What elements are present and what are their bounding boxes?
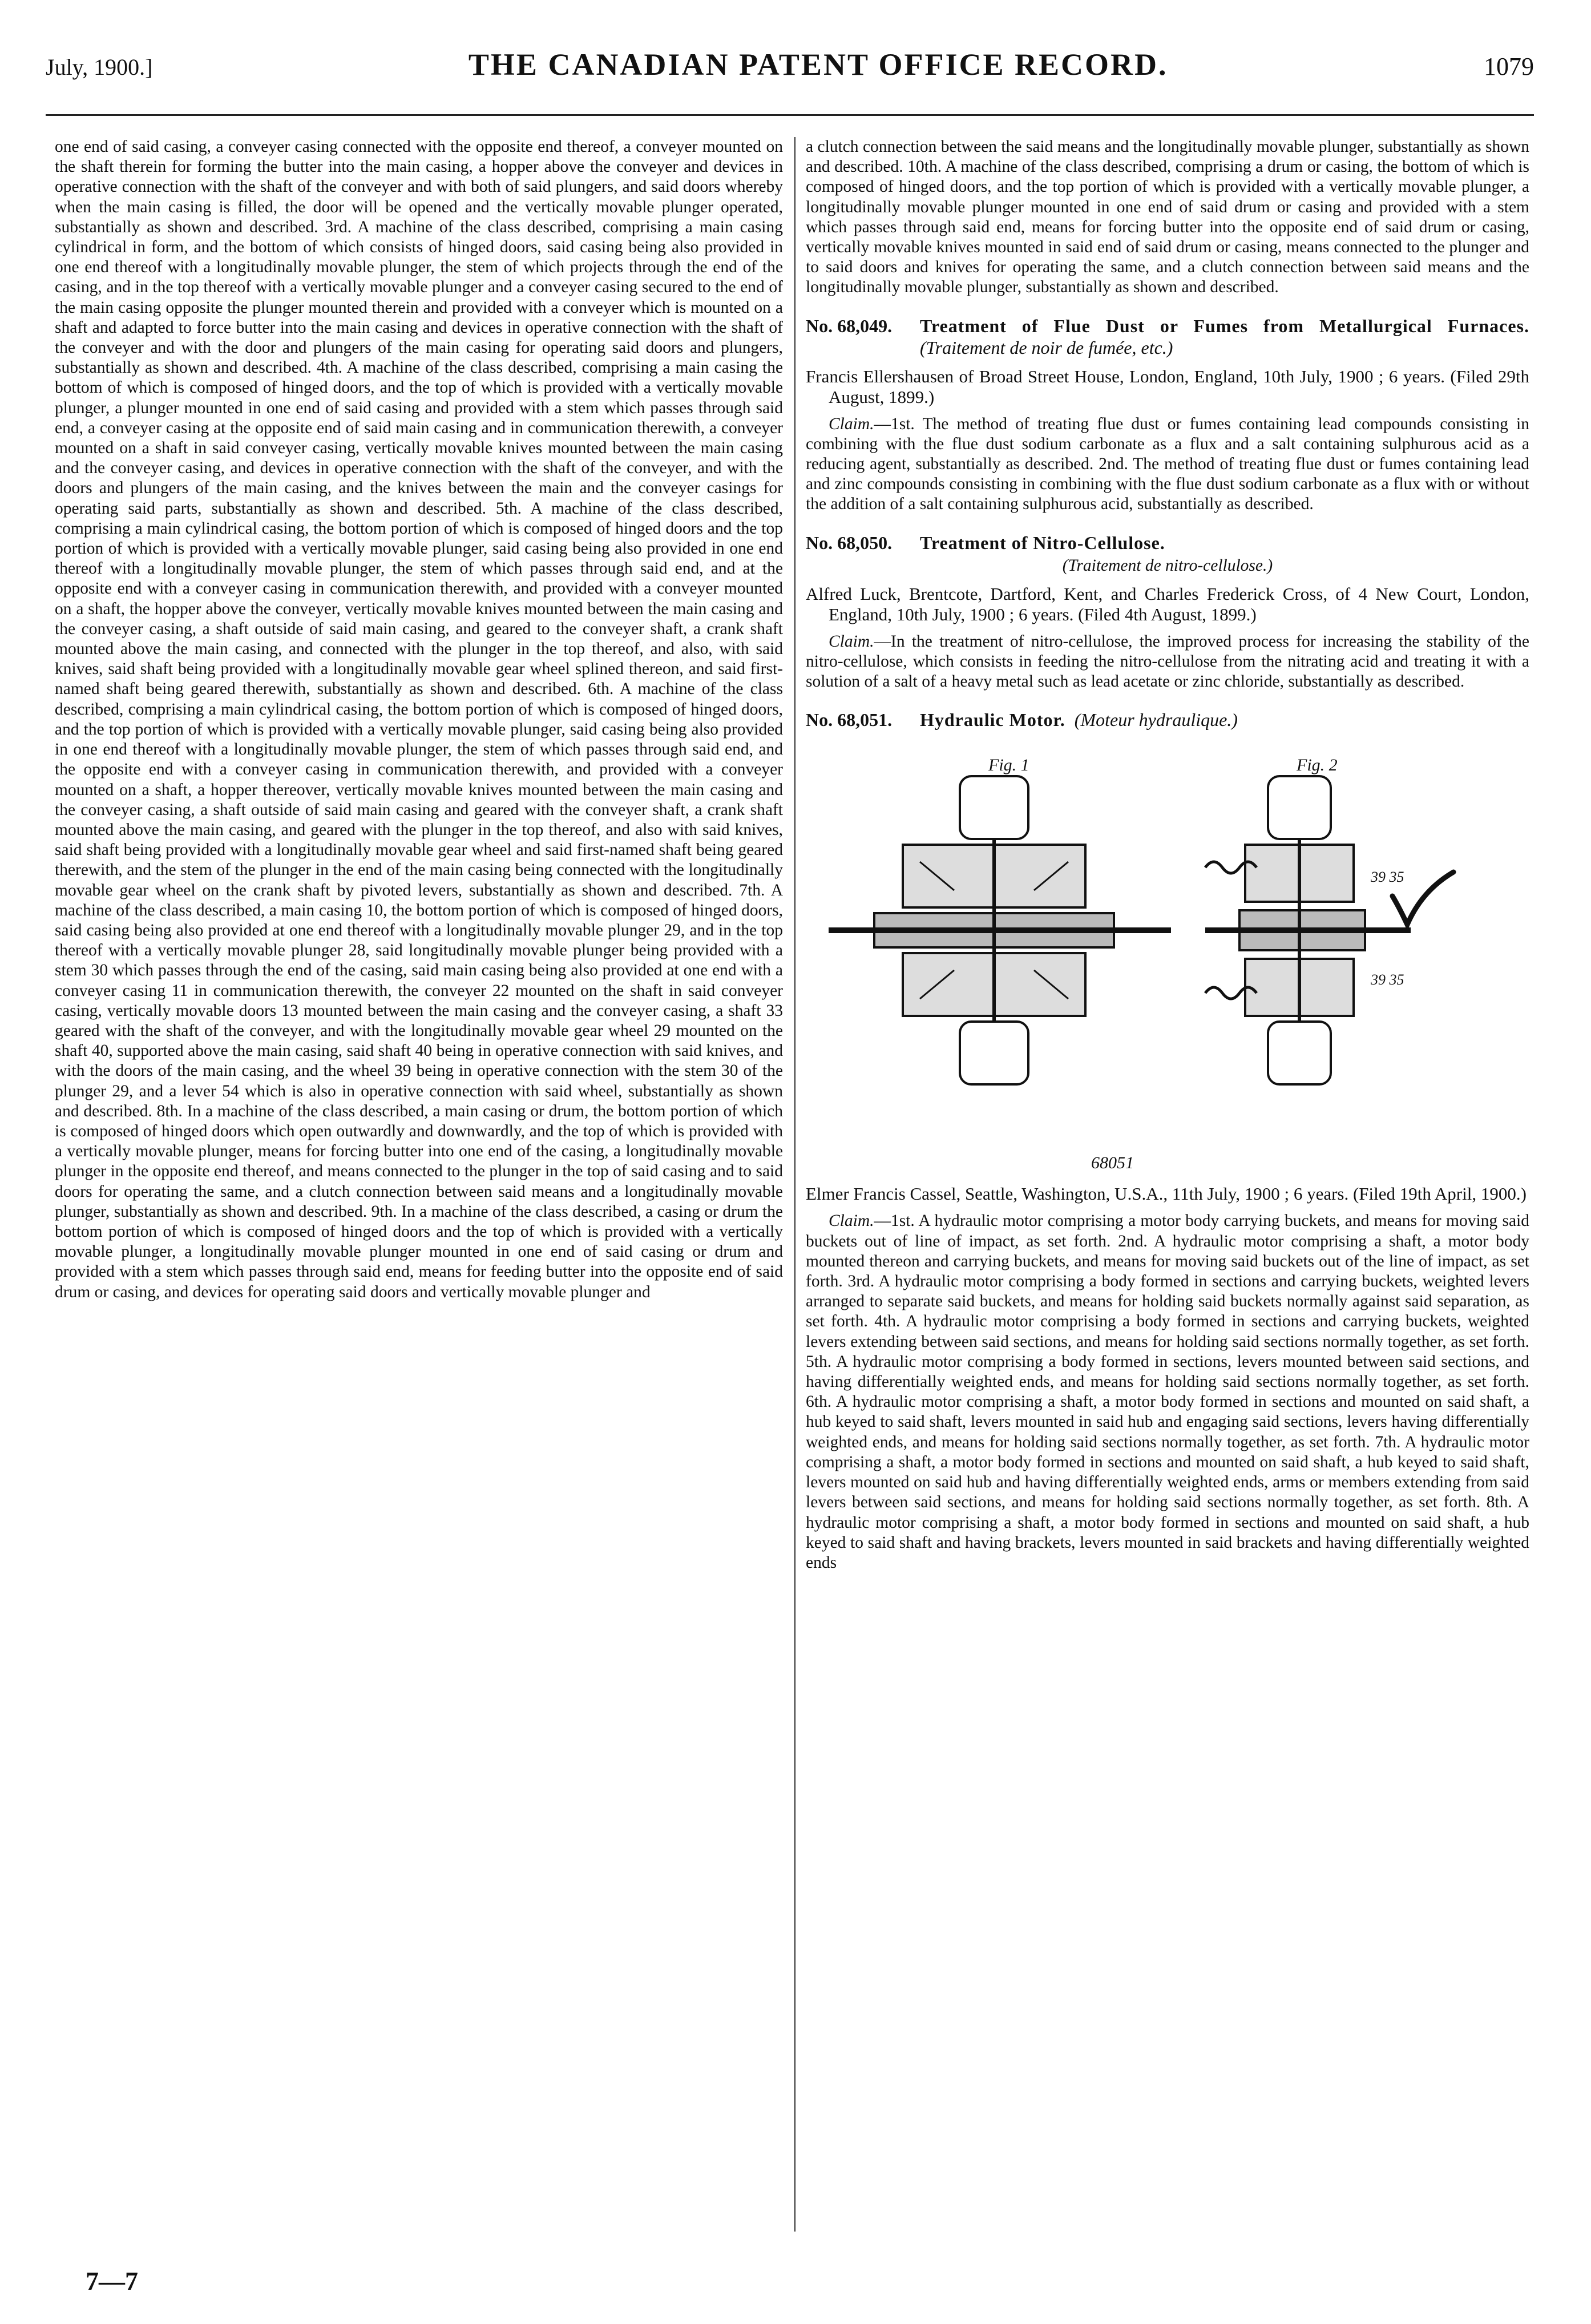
fig2-bottom-bucket [1268,1022,1331,1084]
patent-title: Hydraulic Motor. [920,709,1065,731]
patent-number: No. 68,050. [806,532,893,553]
fig2-top-bucket [1268,776,1331,839]
patent-claim [806,1211,1529,1573]
fig2-label: Fig. 2 [1297,756,1338,775]
figure-caption: 68051 [1091,1153,1134,1173]
patent-french-title: (Traitement de noir de fumée, etc.) [920,337,1173,358]
patent-entry-68050 [806,532,1529,692]
claim-text: —1st. A hydraulic motor comprising a motor body carrying buckets, and means for moving said buckets out of line of impact, as set forth. 2nd. A hydraulic motor comprising a shaft, a motor body mounted thereon and carrying buckets, and means for moving said buckets out of the line of impact, as set forth. 3rd. A hydraulic motor comprising a body formed in sections and carrying buckets, weighted levers arranged to separate said buckets, and means for holding said buckets normally against said separation, as set forth. 4th. A hydraulic motor comprising a body formed in sections and carrying buckets, weighted levers extending between said sections, and means for holding said sections normally together, as set forth. 5th. A hydraulic motor comprising a body formed in sections, levers mounted between said sections, and having differentially weighted ends, and means for holding said sections normally together, as set forth. 6th. A hydraulic motor comprising a shaft, a motor body formed in sections and mounted on said shaft, a hub keyed to said shaft, levers mounted in said hub and engaging said sections, levers having differentially weighted ends, and means for holding said sections normally together, as set forth. 7th. A hydraulic motor comprising a shaft, a motor body formed in sections and mounted on said shaft, a hub keyed to said shaft, levers mounted on said hub and having differentially weighted ends, arms or members extending from said levers between said sections, and means for holding said sections normally together, as set forth. 8th. A hydraulic motor comprising a shaft, a motor body formed in sections and mounted on said shaft, a hub keyed to said shaft and having brackets, levers mounted in said brackets and having differentially weighted ends [806,1212,1529,1572]
svg-text:39 35: 39 35 [1371,971,1404,988]
fig1-bottom-bucket [960,1022,1028,1084]
patent-french-title: (Traitement de nitro-cellulose.) [1062,556,1273,575]
patent-number: No. 68,051. [806,709,893,731]
claim-label: Claim. [829,414,874,433]
patent-claim [806,414,1529,515]
hydraulic-motor-figure [806,748,1529,1176]
fig1-label: Fig. 1 [988,756,1029,775]
left-column-text: one end of said casing, a conveyer casing connected with the opposite end thereof, a conveyer mounted on the shaft therein for forming the butter into the main casing, a hopper above the conveyer and devices in operative connection with the shaft of the conveyer and with both of said plungers, and said doors whereby when the main casing is filled, the door will be opened and the vertically movable plunger operated, substantially as shown and described. 3rd. A machine of the class described, comprising a main casing cylindrical in form, and the bottom of which consists of hinged doors, said casing being also provided in one end thereof with a longitudinally movable plunger, the stem of which projects through the end of the casing, and in the top thereof with a vertically movable plunger and a conveyer casing secured to the end of the main casing opposite the plunger mounted therein and provided with a conveyer which is mounted on a shaft and adapted to force butter into the main casing and devices in operative connection with the shaft of the conveyer and with the door and plungers of the main casing for operating said doors and plungers, substantially as shown and described. 4th. A machine of the class described, comprising a main casing the bottom of which is composed of hinged doors, and the top of which is provided with a vertically movable plunger, a plunger mounted in one end of said casing and provided with a stem which passes through said end, a conveyer casing at the opposite end of said main casing and in communication therewith, a conveyer mounted on a shaft in said conveyer casing, vertically movable knives mounted between the main casing and the conveyer casing, and devices in operative connection with the shaft of the conveyer, and with the doors and plungers of the main casing, and the knives between the main and the conveyer casings for operating said parts, substantially as shown and described. 5th. A machine of the class described, comprising a main cylindrical casing, the bottom portion of which is composed of hinged doors and the top portion of which is provided with a vertically movable plunger, said casing being also provided in one end thereof with a longitudinally movable plunger, the stem of which passes through said end, and at the opposite end with a conveyer casing in communication therewith, and provided with a conveyer mounted on a shaft, the hopper above the conveyer, vertically movable knives mounted between the main casing and the conveyer casing, a shaft outside of said main casing, and geared to the conveyer shaft, a crank shaft mounted above the main casing, and connected with the plunger in the top thereof, and also, with said knives, said shaft being provided with a longitudinally movable gear wheel splined thereon, and said first-named shaft being geared therewith, substantially as shown and described. 6th. A machine of the class described, comprising a main cylindrical casing, the bottom portion of which is composed of hinged doors, and the top portion of which is provided with a vertically movable plunger, said casing being also provided in one end thereof with a longitudinally movable plunger, the stem of which passes through said end, and the opposite end with a conveyer casing in communication therewith, and provided with a conveyer mounted on a shaft, a hopper thereover, vertically movable knives mounted between the main casing and the conveyer casing, a shaft outside of said main casing and geared with the conveyer shaft, a crank shaft mounted above the main casing, and geared with the plunger in the top thereof, and also with said knives, said shaft being provided with a longitudinally movable gear wheel and said first-named shaft being geared therewith, and the stem of the plunger in the end of the main casing being connected with the longitudinally movable gear wheel on the crank shaft by pivoted levers, substantially as shown and described. 7th. A machine of the class described, a main casing 10, the bottom portion of which is composed of hinged doors, said casing being also provided at one end thereof with a longitudinally movable plunger 29, and in the top thereof with a vertically movable plunger 28, said longitudinally movable plunger being provided with a stem 30 which passes through the end of the casing, said main casing being also provided at one end with a conveyer casing 11 in communication therewith, the conveyer 22 mounted on the shaft in said conveyer casing, vertically movable doors 13 mounted between the main casing and the conveyer casing, a shaft 33 geared with the shaft of the conveyer, and with the longitudinally movable gear wheel 29 mounted on the shaft 40, supported above the main casing, said shaft 40 being in operative connection with said knives, and with the doors of the main casing, and the wheel 39 being in operative connection with the stem 30 of the plunger 29, and a lever 54 which is also in operative connection with said wheel, substantially as shown and described. 8th. In a machine of the class described, a main casing or drum, the bottom portion of which is composed of hinged doors which open outwardly and downwardly, and the top of which is provided with a vertically movable plunger, means for forcing butter into one end of the casing, a longitudinally movable plunger in the opposite end thereof, and means connected to the plunger in the top of said casing and to said doors for operating the same, and a clutch connection between said means and a longitudinally movable plunger, substantially as shown and described. 9th. In a machine of the class described, a casing or drum the bottom portion of which is composed of hinged doors and the top of which is provided with a vertically movable plunger, a longitudinally movable plunger mounted in one end of said casing or drum and provided with a stem which passes through said end, means for feeding butter into the opposite end of said drum or casing, and devices for operating said doors and vertically movable plunger and [55,138,783,1301]
svg-text:39 35: 39 35 [1371,869,1404,886]
claim-label: Claim. [829,632,874,651]
left-column [55,137,783,2237]
claim-text: —In the treatment of nitro-cellulose, the improved process for increasing the stability of the nitro-cellulose, which consists in feeding the nitro-cellulose from the nitrating acid and treating it with a solution of a salt of a heavy metal such as lead acetate or zinc chloride, substantially as described. [806,632,1529,691]
continued-claim-text: a clutch connection between the said means and the longitudinally movable plunger, substantially as shown and described. 10th. A machine of the class described, comprising a drum or casing, the bottom of which is composed of hinged doors, and the top portion of which is provided with a vertically movable plunger, a longitudinally movable plunger mounted in one end of said drum or casing and provided with a stem which passes through said end, means for forcing butter into the opposite end of said drum or casing, vertically movable knives mounted in said end of said drum or casing, means connected to the plunger and to said doors and knives for operating the same, and a clutch connection between said means and the longitudinally movable plunger, substantially as shown and described. [806,138,1529,297]
handwritten-check-icon [1388,868,1456,930]
claim-text: —1st. The method of treating flue dust or fumes containing lead compounds consisting in combining with the flue dust sodium carbonate as a flux and a salt containing sulphurous acid as a reducing agent, substantially as described. 2nd. The method of treating flue dust or fumes containing lead and zinc compounds consisting in combining with the flue dust sodium carbonate as a flux with or without the addition of a salt containing sulphurous acid, substantially as described. [806,414,1529,514]
patent-number: No. 68,049. [806,315,893,336]
header-date: July, 1900.] [46,54,153,80]
right-column [806,137,1529,2237]
patent-claim [806,632,1529,692]
patent-french-title: (Moteur hydraulique.) [1074,709,1238,731]
entry-title-68051 [806,709,1529,731]
fig1-top-bucket [960,776,1028,839]
patent-title: Treatment of Flue Dust or Fumes from Metallurgical Furnaces. [920,315,1529,336]
page-signature: 7—7 [86,2266,138,2295]
header-rule [46,114,1534,116]
patent-title: Treatment of Nitro-Cellulose. [920,532,1165,553]
entry-title-68050 [806,532,1529,554]
patent-applicant: Elmer Francis Cassel, Seattle, Washington, U.S.A., 11th July, 1900 ; 6 years. (Filed 19th April, 1900.) [806,1184,1527,1204]
page-header [46,47,1534,87]
patent-drawing [806,748,1529,1147]
entry-title-68049 [806,315,1529,358]
patent-entry-68051 [806,709,1529,1573]
patent-entry-68049 [806,315,1529,515]
patent-applicant: Francis Ellershausen of Broad Street House, London, England, 10th July, 1900 ; 6 years. (Filed 29th August, 1899.) [806,366,1529,407]
header-page-number: 1079 [1484,53,1534,80]
patent-applicant: Alfred Luck, Brentcote, Dartford, Kent, and Charles Frederick Cross, of 4 New Court, London, England, 10th July, 1900 ; 6 years. (Filed 4th August, 1899.) [806,583,1529,624]
column-divider [794,137,796,2232]
header-title: THE CANADIAN PATENT OFFICE RECORD. [468,47,1168,82]
claim-label: Claim. [829,1212,874,1230]
